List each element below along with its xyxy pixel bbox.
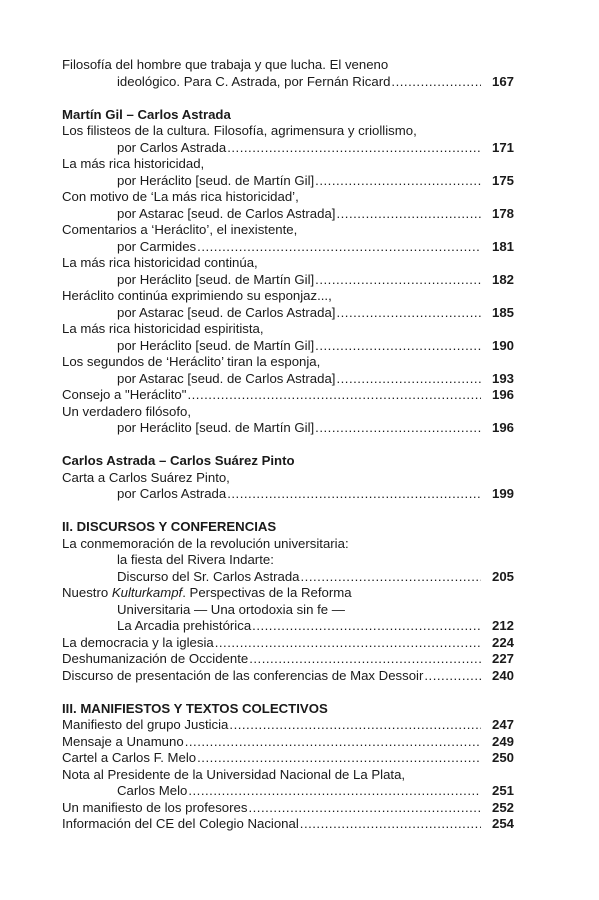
toc-entry [62, 668, 514, 685]
toc-line: La más rica historicidad, [62, 156, 205, 171]
dot-leader [188, 783, 481, 800]
toc-entry [62, 750, 514, 767]
page-number: 254 [491, 816, 514, 831]
section-spacer [62, 684, 514, 701]
section-spacer [62, 90, 514, 107]
dot-leader [185, 734, 481, 751]
dot-leader [227, 486, 481, 503]
toc-entry [62, 717, 514, 734]
toc-entry [62, 420, 514, 437]
dot-leader [249, 651, 481, 668]
section-spacer [62, 437, 514, 454]
toc-entry [62, 338, 514, 355]
entry-title: por Astarac [seud. de Carlos Astrada] [117, 304, 336, 320]
toc-entry [62, 206, 514, 223]
page-number: 175 [491, 172, 514, 188]
entry-title: por Heráclito [seud. de Martín Gil] [117, 420, 315, 435]
section-heading: Carlos Astrada – Carlos Suárez Pinto [62, 453, 295, 468]
toc-entry [62, 783, 514, 800]
toc-entry [62, 74, 514, 91]
dot-leader [197, 239, 481, 256]
dot-leader [336, 305, 481, 322]
entry-title: por Carlos Astrada [117, 139, 227, 155]
dot-leader [252, 618, 481, 635]
toc-entry [62, 305, 514, 322]
entry-title: Un manifiesto de los profesores [62, 799, 248, 815]
toc-entry [62, 569, 514, 586]
dot-leader [187, 387, 481, 404]
toc-line: la fiesta del Rivera Indarte: [117, 552, 274, 567]
entry-title: Discurso de presentación de las conferencias de Max Dessoir [62, 667, 424, 683]
table-of-contents [62, 57, 514, 833]
toc-line: Nota al Presidente de la Universidad Nacional de La Plata, [62, 766, 406, 782]
dot-leader [215, 635, 481, 652]
toc-entry [62, 371, 514, 388]
toc-line: Heráclito continúa exprimiendo su esponjaz..., [62, 288, 332, 303]
dot-leader [424, 668, 481, 685]
page-number: 185 [491, 304, 514, 320]
section-spacer [62, 503, 514, 520]
toc-entry [62, 272, 514, 289]
toc-entry [62, 140, 514, 157]
section-heading: Martín Gil – Carlos Astrada [62, 106, 231, 122]
entry-title: Cartel a Carlos F. Melo [62, 750, 197, 765]
toc-line: Carta a Carlos Suárez Pinto, [62, 469, 230, 485]
entry-title: por Carlos Astrada [117, 486, 227, 501]
entry-title: La democracia y la iglesia [62, 634, 214, 650]
toc-entry [62, 239, 514, 256]
dot-leader [336, 206, 481, 223]
entry-title: por Carmides [117, 238, 197, 254]
page-number: 190 [491, 337, 514, 353]
dot-leader [301, 569, 482, 586]
toc-entry [62, 734, 514, 751]
toc-line: Comentarios a ‘Heráclito’, el inexistente, [62, 222, 298, 237]
section-heading: III. MANIFIESTOS Y TEXTOS COLECTIVOS [62, 700, 328, 716]
page-number: 250 [491, 750, 514, 765]
toc-line: La más rica historicidad espiritista, [62, 321, 264, 336]
dot-leader [300, 816, 481, 833]
dot-leader [248, 800, 481, 817]
dot-leader [227, 140, 481, 157]
toc-line: La más rica historicidad continúa, [62, 255, 258, 270]
toc-entry [62, 486, 514, 503]
dot-leader [315, 420, 481, 437]
page-number: 252 [491, 799, 514, 815]
entry-title: Consejo a "Heráclito" [62, 387, 187, 402]
dot-leader [229, 717, 481, 734]
page-number: 181 [491, 238, 514, 254]
toc-line: Los filisteos de la cultura. Filosofía, agrimensura y criollismo, [62, 123, 417, 138]
page-number: 249 [491, 733, 514, 749]
page-number: 240 [491, 667, 514, 683]
toc-entry [62, 816, 514, 833]
entry-title: Discurso del Sr. Carlos Astrada [117, 568, 300, 584]
page-number: 227 [491, 651, 514, 666]
entry-title: Mensaje a Unamuno [62, 733, 184, 749]
toc-entry [62, 651, 514, 668]
toc-line: La conmemoración de la revolución universitaria: [62, 535, 349, 551]
toc-entry [62, 618, 514, 635]
dot-leader [315, 173, 481, 190]
toc-entry [62, 800, 514, 817]
entry-title: por Astarac [seud. de Carlos Astrada] [117, 370, 336, 386]
toc-line: Nuestro Kulturkampf. Perspectivas de la Reforma [62, 585, 352, 600]
entry-title: La Arcadia prehistórica [117, 618, 252, 633]
dot-leader [336, 371, 481, 388]
page-number: 178 [491, 205, 514, 221]
italic-term: Kulturkampf [111, 585, 183, 600]
page-number: 167 [491, 73, 514, 89]
entry-title: por Heráclito [seud. de Martín Gil] [117, 337, 315, 353]
page-number: 251 [491, 783, 514, 798]
toc-line: Con motivo de ‘La más rica historicidad’, [62, 189, 299, 204]
page-number: 193 [491, 370, 514, 386]
page-number: 205 [491, 568, 514, 584]
page-number: 247 [491, 717, 514, 732]
entry-title: Carlos Melo [117, 783, 188, 798]
entry-title: Manifiesto del grupo Justicia [62, 717, 229, 732]
toc-entry [62, 387, 514, 404]
page-number: 212 [491, 618, 514, 633]
toc-line: Un verdadero filósofo, [62, 403, 192, 419]
page-number: 224 [491, 634, 514, 650]
entry-title: por Heráclito [seud. de Martín Gil] [117, 172, 315, 188]
page-number: 196 [491, 420, 514, 435]
entry-title: por Astarac [seud. de Carlos Astrada] [117, 205, 336, 221]
page-number: 199 [491, 486, 514, 501]
dot-leader [315, 272, 481, 289]
entry-title: Deshumanización de Occidente [62, 651, 249, 666]
dot-leader [391, 74, 481, 91]
toc-line: Universitaria — Una ortodoxia sin fe — [117, 601, 345, 617]
entry-title: ideológico. Para C. Astrada, por Fernán Ricard [117, 73, 391, 89]
dot-leader [197, 750, 481, 767]
toc-line: Los segundos de ‘Heráclito’ tiran la esponja, [62, 354, 321, 369]
toc-entry [62, 173, 514, 190]
toc-entry [62, 635, 514, 652]
page-number: 171 [491, 139, 514, 155]
page-number: 182 [491, 271, 514, 287]
dot-leader [315, 338, 481, 355]
section-heading: II. DISCURSOS Y CONFERENCIAS [62, 519, 277, 534]
page-number: 196 [491, 387, 514, 402]
entry-title: Información del CE del Colegio Nacional [62, 816, 299, 831]
entry-title: por Heráclito [seud. de Martín Gil] [117, 271, 315, 287]
toc-line: Filosofía del hombre que trabaja y que lucha. El veneno [62, 57, 389, 72]
